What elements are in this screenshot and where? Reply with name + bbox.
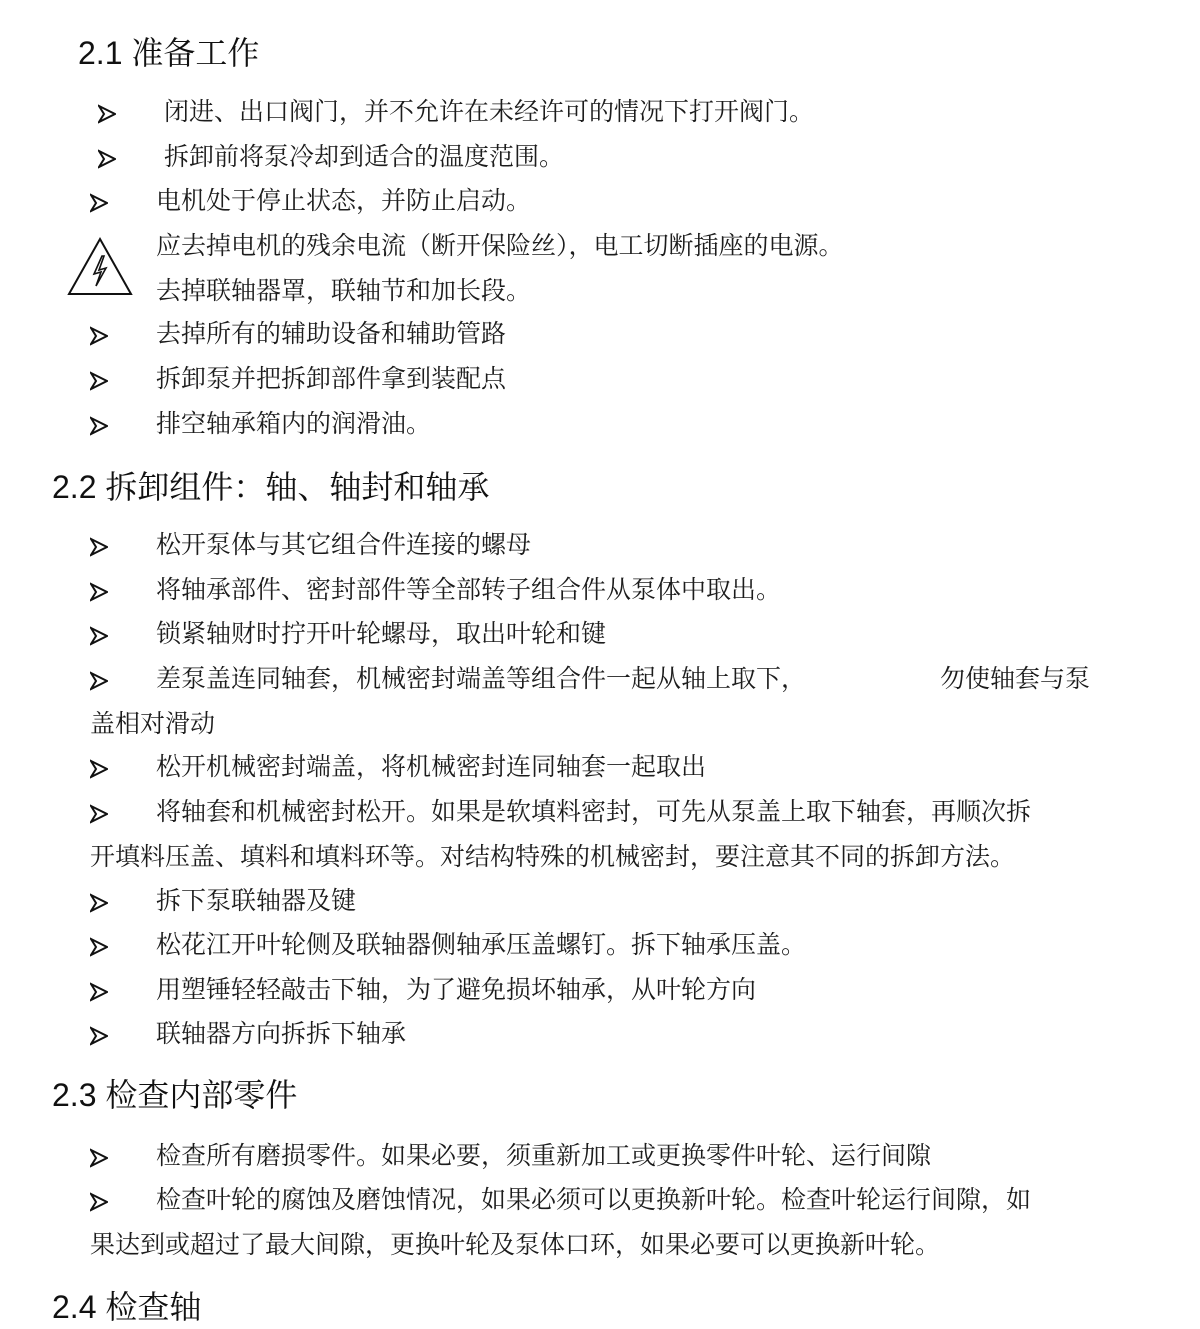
- arrow-bullet-icon: [90, 804, 108, 824]
- list-item: 松开机械密封端盖，将机械密封连同轴套一起取出: [156, 752, 707, 781]
- list-item-continuation: 勿使轴套与泵: [940, 664, 1091, 693]
- arrow-bullet-icon: [90, 626, 108, 646]
- section-heading-2-2: 2.2 拆卸组件：轴、轴封和轴承: [52, 469, 490, 505]
- list-item: 松花江开叶轮侧及联轴器侧轴承压盖螺钉。拆下轴承压盖。: [156, 930, 807, 959]
- section-heading-2-1: 2.1 准备工作: [78, 35, 260, 71]
- list-item: 锁紧轴财时拧开叶轮螺母，取出叶轮和键: [156, 619, 607, 648]
- arrow-bullet-icon: [90, 326, 108, 346]
- list-item-continuation: 盖相对滑动: [90, 709, 216, 738]
- arrow-bullet-icon: [90, 671, 108, 691]
- list-item: 去掉联轴器罩，联轴节和加长段。: [156, 276, 532, 305]
- list-item: 拆下泵联轴器及键: [156, 886, 357, 915]
- arrow-bullet-icon: [90, 1192, 108, 1212]
- arrow-bullet-icon: [90, 982, 108, 1002]
- arrow-bullet-icon: [98, 104, 116, 124]
- arrow-bullet-icon: [90, 193, 108, 213]
- arrow-bullet-icon: [90, 1148, 108, 1168]
- list-item: 去掉所有的辅助设备和辅助管路: [156, 319, 507, 348]
- list-item-continuation: 开填料压盖、填料和填料环等。对结构特殊的机械密封，要注意其不同的拆卸方法。: [90, 842, 1016, 871]
- section-heading-2-3: 2.3 检查内部零件: [52, 1077, 298, 1113]
- list-item: 拆卸泵并把拆卸部件拿到装配点: [156, 364, 507, 393]
- list-item: 闭进、出口阀门，并不允许在未经许可的情况下打开阀门。: [164, 97, 815, 126]
- list-item: 应去掉电机的残余电流（断开保险丝），电工切断插座的电源。: [156, 231, 844, 260]
- list-item: 用塑锤轻轻敲击下轴，为了避免损坏轴承，从叶轮方向: [156, 975, 757, 1004]
- list-item: 松开泵体与其它组合件连接的螺母: [156, 530, 532, 559]
- list-item: 联轴器方向拆拆下轴承: [156, 1019, 407, 1048]
- arrow-bullet-icon: [90, 759, 108, 779]
- arrow-bullet-icon: [90, 937, 108, 957]
- list-item: 电机处于停止状态，并防止启动。: [156, 186, 532, 215]
- arrow-bullet-icon: [90, 582, 108, 602]
- arrow-bullet-icon: [90, 1026, 108, 1046]
- electric-hazard-warning-icon: [66, 236, 134, 298]
- arrow-bullet-icon: [98, 149, 116, 169]
- arrow-bullet-icon: [90, 416, 108, 436]
- arrow-bullet-icon: [90, 371, 108, 391]
- list-item: 检查叶轮的腐蚀及磨蚀情况，如果必须可以更换新叶轮。检查叶轮运行间隙，如: [156, 1185, 1032, 1214]
- list-item: 排空轴承箱内的润滑油。: [156, 409, 432, 438]
- list-item: 将轴承部件、密封部件等全部转子组合件从泵体中取出。: [156, 575, 782, 604]
- arrow-bullet-icon: [90, 537, 108, 557]
- list-item: 检查所有磨损零件。如果必要，须重新加工或更换零件叶轮、运行间隙: [156, 1141, 932, 1170]
- list-item: 差泵盖连同轴套，机械密封端盖等组合件一起从轴上取下，: [156, 664, 807, 693]
- list-item: 将轴套和机械密封松开。如果是软填料密封，可先从泵盖上取下轴套，再顺次拆: [156, 797, 1032, 826]
- section-heading-2-4: 2.4 检查轴: [52, 1289, 202, 1325]
- arrow-bullet-icon: [90, 893, 108, 913]
- list-item: 拆卸前将泵冷却到适合的温度范围。: [164, 142, 565, 171]
- list-item-continuation: 果达到或超过了最大间隙，更换叶轮及泵体口环，如果必要可以更换新叶轮。: [90, 1230, 941, 1259]
